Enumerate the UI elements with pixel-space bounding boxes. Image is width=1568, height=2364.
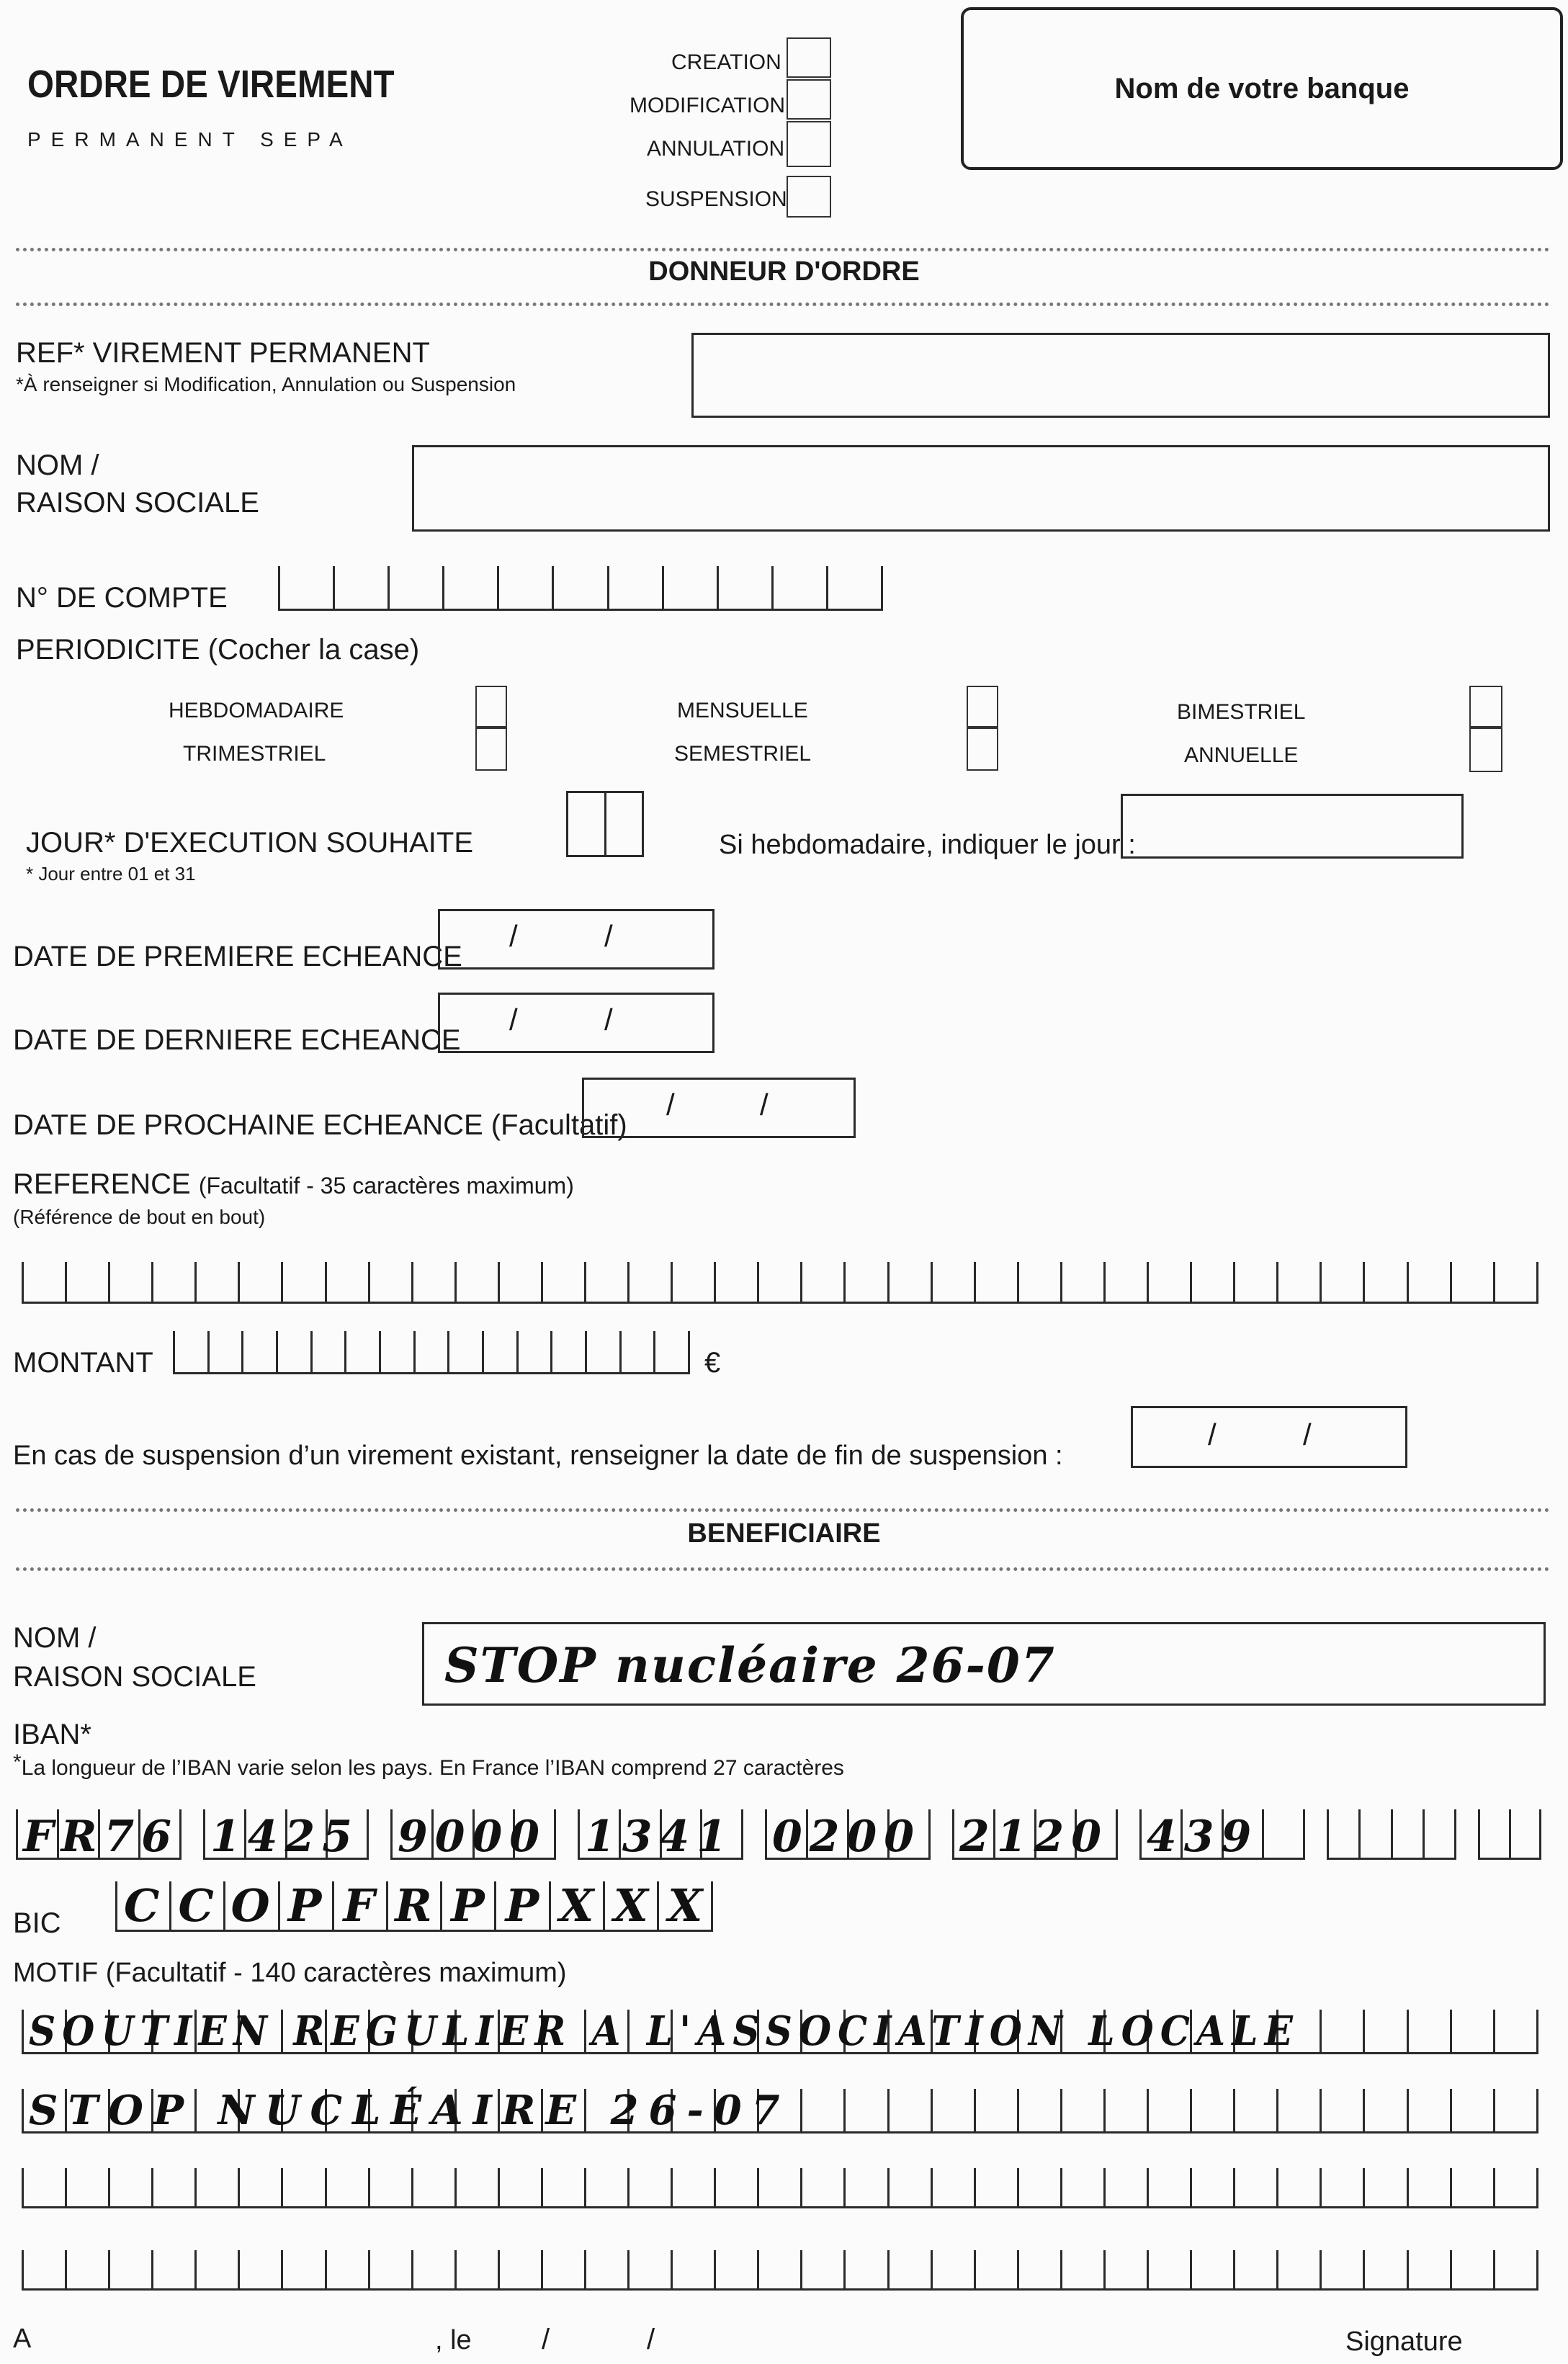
suspension-end-input[interactable] [1131,1406,1407,1468]
bic-value [115,1879,713,1932]
montant-input[interactable] [173,1331,690,1374]
bic-label: BIC [13,1907,61,1939]
option-annulation-checkbox[interactable] [787,121,831,167]
derniere-echeance-label: DATE DE DERNIERE ECHEANCE [13,1024,461,1056]
iban-value-group-5: 0200 [772,1812,921,1862]
jour-input[interactable] [566,791,644,857]
signature-label: Signature [1345,2327,1463,2357]
ref-label: REF* VIREMENT PERMANENT [16,337,430,369]
period-semestriel-label: SEMESTRIEL [674,742,812,766]
iban-group-9[interactable] [1478,1809,1541,1860]
compte-input[interactable] [278,566,883,611]
motif-line-3[interactable] [22,2168,1538,2208]
separator [16,248,1550,251]
option-creation-checkbox[interactable] [787,37,831,78]
bic-char: X [668,1879,704,1932]
prochaine-echeance-label: DATE DE PROCHAINE ECHEANCE (Facultatif) [13,1109,627,1141]
date-separator: / [509,1003,518,1037]
bic-char: X [559,1879,596,1932]
motif-label: MOTIF (Facultatif - 140 caractères maximum) [13,1958,567,1988]
section-title-beneficiaire: BENEFICIAIRE [687,1518,881,1549]
option-modification-checkbox[interactable] [787,79,831,120]
iban-label: IBAN* [13,1719,91,1750]
montant-label: MONTANT [13,1347,153,1379]
section-title-donneur: DONNEUR D'ORDRE [648,256,920,287]
suspension-end-label: En cas de suspension d’un virement existant, renseigner la date de fin de suspension : [13,1441,1063,1471]
iban-value-group-6: 2120 [959,1812,1108,1862]
option-creation-label: CREATION [671,50,781,74]
date-separator: / [666,1088,675,1121]
jour-label: JOUR* D'EXECUTION SOUHAITE [26,827,474,859]
reference-label [13,1170,574,1199]
period-trimestriel-checkbox[interactable] [475,727,507,771]
period-hebdomadaire-label: HEBDOMADAIRE [169,699,344,722]
option-annulation-label: ANNULATION [647,137,785,161]
reference-input[interactable] [22,1262,1538,1304]
compte-label: N° DE COMPTE [16,582,228,614]
date-separator: / [1303,1418,1312,1451]
hebdo-jour-label: Si hebdomadaire, indiquer le jour : [719,830,1136,860]
bank-name-box[interactable] [961,7,1563,170]
form-subtitle: PERMANENT SEPA [27,128,353,151]
reference-label-main: REFERENCE [13,1168,191,1200]
bic-char: R [395,1879,434,1932]
bic-char: P [287,1879,323,1932]
motif-line-1-value: SOUTIEN REGULIER A L'ASSOCIATION LOCALE [29,2007,1300,2055]
period-annuelle-label: ANNUELLE [1184,743,1299,767]
iban-note-text: La longueur de l’IBAN varie selon les pays. En France l’IBAN comprend 27 caractères [21,1756,844,1780]
date-separator: / [509,919,518,953]
iban-input[interactable] [16,1809,1543,1860]
bic-char: C [178,1879,215,1932]
date-separator: / [604,1003,613,1037]
option-suspension-checkbox[interactable] [787,176,831,218]
bic-char: X [613,1879,650,1932]
iban-value-group-7: 439 [1147,1812,1259,1862]
option-modification-label: MODIFICATION [630,94,786,117]
reference-hint: (Facultatif - 35 caractères maximum) [198,1173,574,1199]
benef-nom-input[interactable] [422,1622,1546,1706]
donneur-raison-label: RAISON SOCIALE [16,487,259,519]
period-semestriel-checkbox[interactable] [967,727,998,771]
bic-char: F [343,1879,377,1932]
iban-value-group-3: 9000 [398,1812,547,1862]
date-separator: / [1208,1418,1217,1451]
iban-note-star: * [13,1750,22,1774]
iban-value-group-4: 1341 [585,1812,734,1862]
derniere-echeance-input[interactable] [438,993,714,1053]
motif-line-4[interactable] [22,2250,1538,2291]
ref-note: *À renseigner si Modification, Annulation ou Suspension [16,373,516,395]
prochaine-echeance-input[interactable] [582,1078,856,1138]
period-bimestriel-checkbox[interactable] [1469,686,1502,727]
premiere-echeance-input[interactable] [438,909,714,970]
hebdo-jour-input[interactable] [1121,794,1464,859]
iban-note [13,1750,844,1780]
separator [16,303,1550,306]
date-separator: / [760,1088,769,1121]
periodicite-label: PERIODICITE (Cocher la case) [16,634,420,666]
bank-name-label: Nom de votre banque [1114,72,1410,104]
benef-raison-label: RAISON SOCIALE [13,1661,256,1693]
footer-le-label: , le [435,2325,472,2355]
footer-date-separator: / [647,2324,655,2355]
period-annuelle-checkbox[interactable] [1469,727,1502,772]
separator [16,1508,1550,1512]
bic-char: C [124,1879,161,1932]
form-title: ORDRE DE VIREMENT [27,63,395,106]
period-trimestriel-label: TRIMESTRIEL [183,742,326,766]
period-mensuelle-checkbox[interactable] [967,686,998,727]
ref-input[interactable] [691,333,1550,418]
bic-char: P [505,1879,541,1932]
footer-a-label: A [13,2324,32,2354]
iban-group-8[interactable] [1327,1809,1456,1860]
motif-line-2-value: STOP NUCLÉAIRE 26-07 [29,2087,790,2134]
period-mensuelle-label: MENSUELLE [677,699,808,722]
date-separator: / [604,919,613,953]
option-suspension-label: SUSPENSION [645,187,787,211]
bic-char: P [451,1879,486,1932]
reference-note: (Référence de bout en bout) [13,1206,266,1228]
bic-char: O [230,1879,272,1932]
iban-value-group-2: 1425 [210,1812,359,1862]
period-hebdomadaire-checkbox[interactable] [475,686,507,727]
benef-nom-value: STOP nucléaire 26-07 [444,1637,1056,1693]
iban-value-group-1: FR76 [23,1812,179,1862]
donneur-nom-label: NOM / [16,449,99,481]
footer-date-separator: / [542,2324,550,2355]
period-bimestriel-label: BIMESTRIEL [1177,700,1306,724]
separator [16,1567,1550,1571]
jour-note: * Jour entre 01 et 31 [26,863,196,885]
donneur-nom-input[interactable] [412,445,1550,532]
premiere-echeance-label: DATE DE PREMIERE ECHEANCE [13,941,462,972]
benef-nom-label: NOM / [13,1622,97,1654]
currency-symbol: € [704,1347,721,1379]
